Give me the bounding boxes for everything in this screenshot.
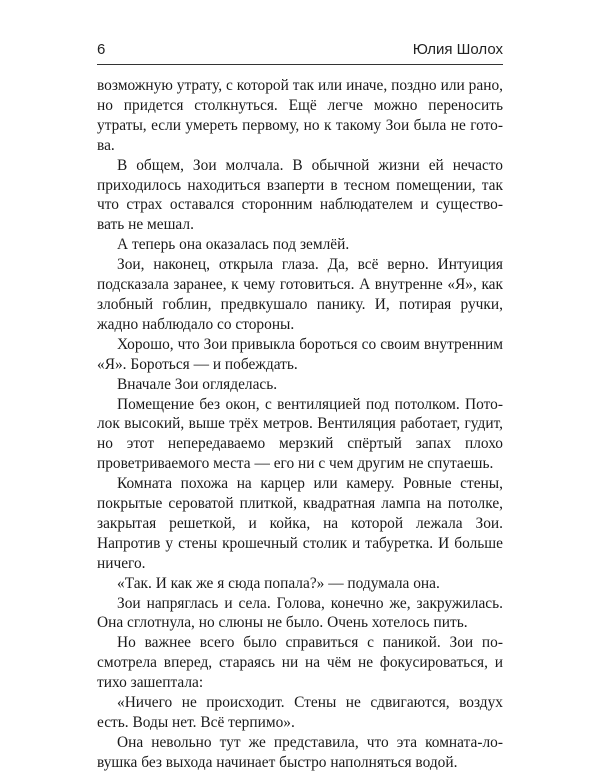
page-number: 6 <box>97 41 106 58</box>
paragraph: «Так. И как же я сюда попала?» — подумала она. <box>117 574 440 592</box>
header-rule <box>97 64 503 65</box>
running-head <box>97 39 503 63</box>
paragraph: Комната похожа на карцер или камеру. Ровные стены, покрытые сероватой плиткой, квадратная лампа на потолке, закрытая решеткой, и койка, на которой лежала Зои. Напротив у стены крошечный столик и табуретка. И больше ничего. <box>97 475 503 572</box>
paragraph: В общем, Зои молчала. В обычной жизни ей нечасто приходилось находиться взаперти в тесном помещении, так что страх оставался сторонним наблюдателем и существовать не мешал. <box>97 156 503 234</box>
paragraph: Вначале Зои огляделась. <box>117 375 278 393</box>
paragraph: возможную утрату, с которой так или иначе, поздно или рано, но придется столкнуться. Ещё легче можно переносить утраты, если умереть первому, но к такому Зои была не готова. <box>97 77 503 154</box>
body-text <box>97 76 503 773</box>
paragraph: Зои напряглась и села. Голова, конечно же, закружилась. Она сглотнула, но слюны не было. Очень хотелось пить. <box>97 594 503 632</box>
paragraph: Зои, наконец, открыла глаза. Да, всё верно. Интуиция подсказала заранее, к чему готовиться. А внутренне «Я», как злобный гоблин, предвкушало панику. И, потирая ручки, жадно наблюдало со стороны. <box>97 256 503 333</box>
paragraph: «Ничего не происходит. Стены не сдвигаются, воздух есть. Воды нет. Всё терпимо». <box>97 694 503 731</box>
paragraph: А теперь она оказалась под землёй. <box>117 236 350 254</box>
paragraph: Но важнее всего было справиться с паникой. Зои посмотрела вперед, стараясь ни на чём не фокусироваться, и тихо зашептала: <box>97 634 503 692</box>
paragraph: Хорошо, что Зои привыкла бороться со своим внутренним «Я». Бороться — и побеждать. <box>97 335 503 373</box>
paragraph: Она невольно тут же представила, что эта комната-ловушка без выхода начинает быстро наполняться водой. <box>97 733 503 771</box>
paragraph: Помещение без окон, с вентиляцией под потолком. Потолок высокий, выше трёх метров. Вентиляция работает, гудит, но этот непередаваемо мерзкий спёртый запах плохо проветриваемого места — его ни с чем другим не спутаешь. <box>97 395 503 473</box>
running-title: Юлия Шолох <box>412 41 503 58</box>
